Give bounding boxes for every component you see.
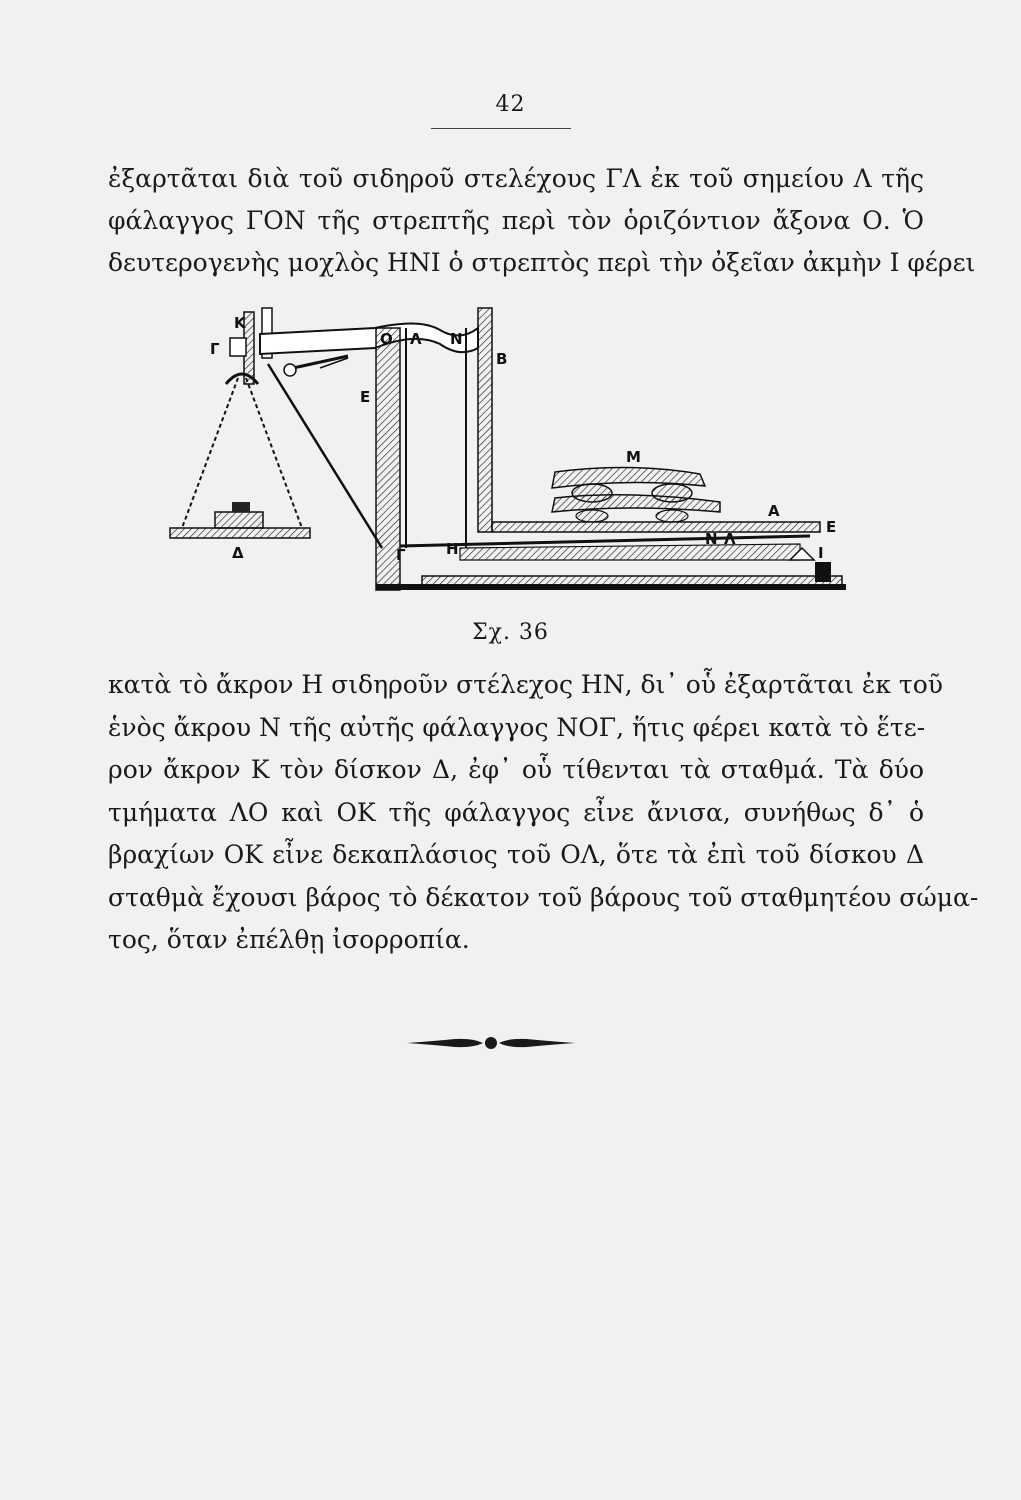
text-line: σταθμὰ ἔχουσι βάρος τὸ δέκατον τοῦ βάρους τοῦ σταθμητέου σώμα-: [108, 882, 979, 912]
label-L-right: Λ: [724, 530, 736, 548]
label-L-top: Λ: [410, 330, 422, 348]
label-K: Κ: [234, 314, 246, 332]
scale-figure: [160, 298, 860, 598]
label-M: Μ: [626, 448, 641, 466]
ornamental-divider-icon: [405, 1030, 577, 1056]
label-D-pan: Δ: [232, 544, 244, 562]
figure-caption: Σχ. 36: [472, 620, 549, 645]
label-H: Η: [446, 540, 459, 558]
text-line: ἐξαρτᾶται διὰ τοῦ σιδηροῦ στελέχους ΓΛ ἐκ τοῦ σημείου Λ τῆς: [108, 164, 924, 193]
text-line: φάλαγγος ΓΟΝ τῆς στρεπτῆς περὶ τὸν ὁριζόντιον ἄξονα Ο. Ὁ: [108, 206, 924, 235]
label-N-low: Ν: [705, 530, 718, 548]
lower-lever-icon: [400, 536, 814, 560]
header-rule: [431, 128, 571, 129]
label-N-top: Ν: [450, 330, 463, 348]
page-number: 42: [495, 92, 526, 117]
text-line: ρον ἄκρον Κ τὸν δίσκον Δ, ἐφ᾽ οὗ τίθενται τὰ σταθμά. Τὰ δύο: [108, 755, 924, 784]
text-line: κατὰ τὸ ἄκρον Η σιδηροῦν στέλεχος ΗΝ, δι᾽ οὗ ἐξαρτᾶται ἐκ τοῦ: [108, 670, 943, 699]
weight-pan-icon: [170, 502, 310, 538]
text-line: τος, ὅταν ἐπέλθῃ ἰσορροπία.: [108, 925, 470, 954]
small-lever-icon: [284, 356, 348, 376]
lever-beam-icon: [260, 323, 478, 354]
label-B: Β: [496, 350, 508, 368]
label-G-low: Γ: [396, 546, 406, 564]
top-paragraph: [108, 158, 976, 284]
load-platform-icon: [552, 467, 720, 522]
text-line: ἑνὸς ἄκρου Ν τῆς αὐτῆς φάλαγγος ΝΟΓ, ἥτις φέρει κατὰ τὸ ἕτε-: [108, 712, 926, 742]
bottom-paragraph: [108, 664, 979, 962]
label-G-top: Γ: [210, 340, 220, 358]
label-A: Α: [768, 502, 780, 520]
text-line: δευτερογενὴς μοχλὸς ΗΝΙ ὁ στρεπτὸς περὶ τὴν ὀξεῖαν ἀκμὴν Ι φέρει: [108, 248, 976, 277]
label-E-left: Ε: [360, 388, 371, 406]
text-line: τμήματα ΛΟ καὶ ΟΚ τῆς φάλαγγος εἶνε ἄνισα, συνήθως δ᾽ ὁ: [108, 797, 924, 827]
label-O: Ο: [380, 330, 393, 348]
label-I: Ι: [818, 544, 824, 562]
label-E-right: Ε: [826, 518, 837, 536]
text-line: βραχίων ΟΚ εἶνε δεκαπλάσιος τοῦ ΟΛ, ὅτε τὰ ἐπὶ τοῦ δίσκου Δ: [108, 840, 924, 869]
